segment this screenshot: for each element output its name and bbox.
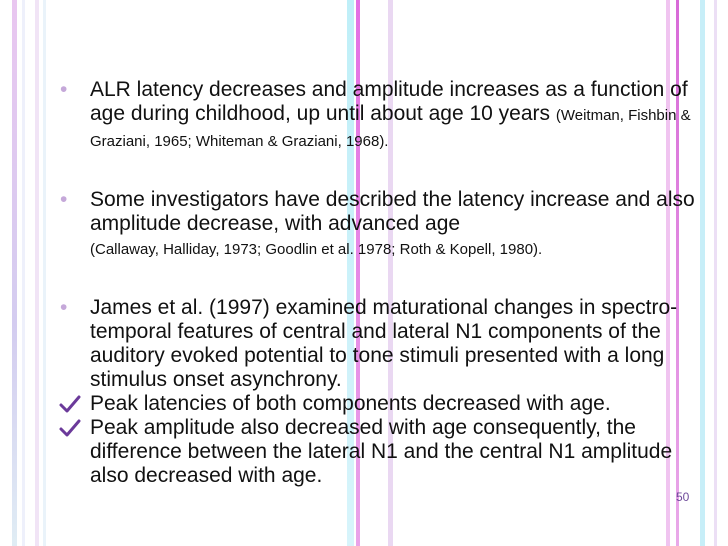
checkmark-icon bbox=[58, 416, 82, 440]
bullet-item bbox=[58, 78, 698, 154]
bullet-text: ALR latency decreases and amplitude increases as a function of age during childhood, up until about age 10 years bbox=[90, 78, 688, 125]
bullet-citation: (Weitman, Fishbin & Graziani, 1965; Whiteman & Graziani, 1968). bbox=[90, 107, 691, 150]
decorative-stripe-right-cyan bbox=[700, 0, 705, 546]
bullet-icon: • bbox=[60, 296, 68, 319]
decorative-stripe-left-2 bbox=[22, 0, 25, 546]
bullet-item bbox=[58, 296, 698, 392]
checkmark-icon bbox=[58, 392, 82, 416]
decorative-stripe-left-4 bbox=[43, 0, 46, 546]
decorative-stripe-left-1 bbox=[12, 0, 17, 546]
decorative-stripe-right-lilac bbox=[714, 0, 717, 546]
bullet-text: James et al. (1997) examined maturational changes in spectro-temporal features of central and lateral N1 components of the auditory evoked potential to tone stimuli presented with a long stimulus onset asynchrony. bbox=[90, 296, 678, 391]
bullet-item bbox=[58, 188, 698, 262]
check-item bbox=[58, 392, 698, 416]
bullet-icon: • bbox=[60, 188, 68, 211]
check-item bbox=[58, 416, 698, 488]
bullet-text: Some investigators have described the latency increase and also amplitude decrease, with advanced age bbox=[90, 188, 695, 235]
check-text: Peak amplitude also decreased with age consequently, the difference between the lateral N1 and the central N1 amplitude also decreased with age. bbox=[90, 416, 673, 487]
slide-content bbox=[58, 78, 698, 488]
bullet-citation: (Callaway, Halliday, 1973; Goodlin et al. 1978; Roth & Kopell, 1980). bbox=[90, 241, 543, 258]
bullet-icon: • bbox=[60, 78, 68, 101]
check-text: Peak latencies of both components decreased with age. bbox=[90, 392, 611, 415]
page-number: 50 bbox=[676, 490, 690, 504]
decorative-stripe-left-3 bbox=[35, 0, 39, 546]
